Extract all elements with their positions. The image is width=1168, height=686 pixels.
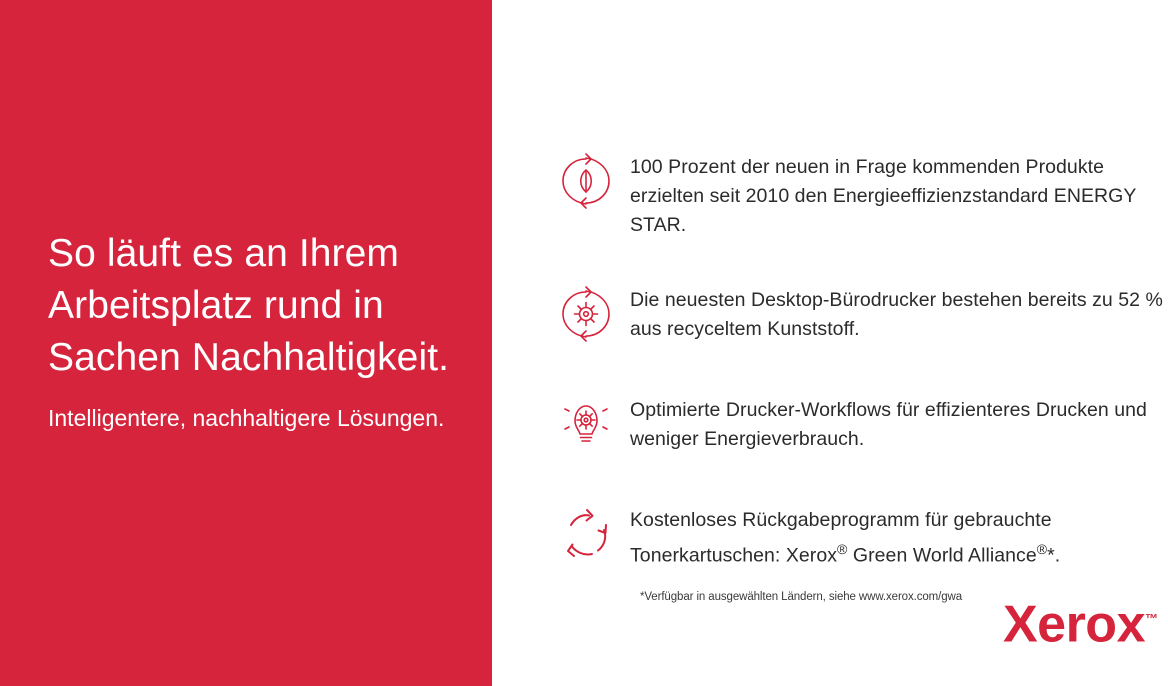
leaf-recycle-icon xyxy=(542,145,630,217)
recycle-arrows-icon xyxy=(542,498,630,570)
list-item-label: Kostenloses Rückgabeprogramm für gebrauchte Tonerkartuschen: Xerox® Green World Alliance®*. xyxy=(630,509,1061,567)
gear-recycle-icon xyxy=(542,278,630,350)
benefits-list xyxy=(542,145,1168,571)
footnote: *Verfügbar in ausgewählten Ländern, siehe www.xerox.com/gwa xyxy=(640,591,963,603)
xerox-logo xyxy=(1002,593,1158,653)
headline-panel xyxy=(0,0,492,686)
page-subtitle: Intelligentere, nachhaltigere Lösungen. xyxy=(48,405,445,431)
list-item xyxy=(542,278,1168,350)
list-item-label: Optimierte Drucker-Workflows für effizienteres Drucken und weniger Energieverbrauch. xyxy=(630,399,1147,450)
list-item-label: 100 Prozent der neuen in Frage kommenden Produkte erzielten seit 2010 den Energieeffizienzstandard ENERGY STAR. xyxy=(630,156,1137,236)
logo-wordmark: Xerox xyxy=(1002,595,1145,653)
page-title: So läuft es an Ihrem Arbeitsplatz rund in Sachen Nachhaltigkeit. xyxy=(48,232,450,379)
list-item-label: Die neuesten Desktop-Bürodrucker bestehen bereits zu 52 % aus recyceltem Kunststoff. xyxy=(630,289,1163,340)
list-item xyxy=(542,145,1168,240)
lightbulb-gear-icon xyxy=(542,388,630,460)
trademark-symbol: ™ xyxy=(1145,610,1158,626)
list-item xyxy=(542,498,1168,571)
content-panel xyxy=(492,0,1168,686)
list-item xyxy=(542,388,1168,460)
